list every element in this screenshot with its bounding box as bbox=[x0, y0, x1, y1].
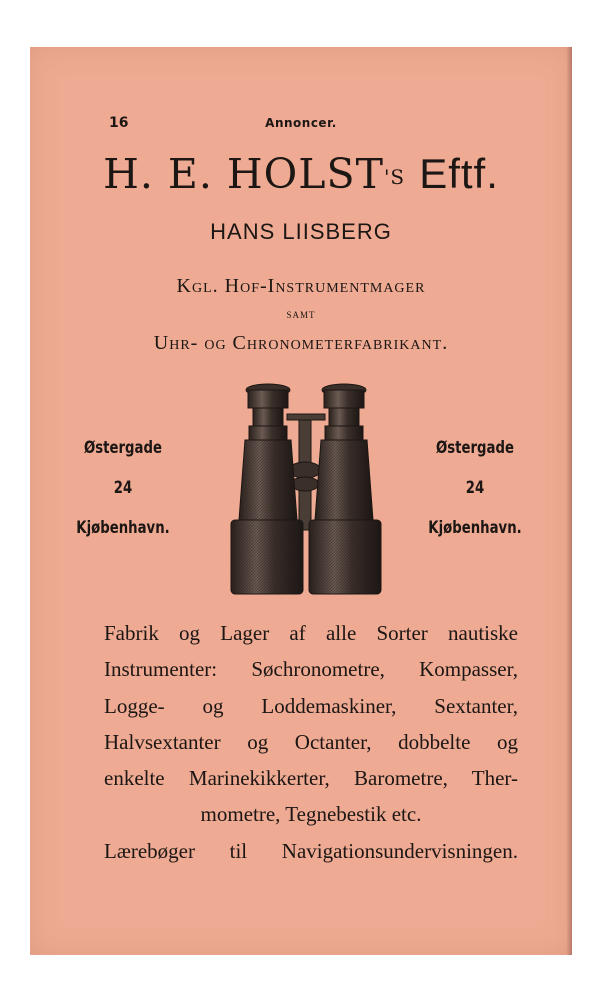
title-suffix: Eftf. bbox=[419, 150, 499, 197]
trade-line-2: Uhr- og Chronometerfabrikant. bbox=[153, 332, 449, 354]
page-number: 16 bbox=[109, 115, 129, 131]
body-line: Fabrik og Lager af alle Sorter nautiske bbox=[104, 621, 518, 645]
address-right bbox=[424, 428, 525, 548]
title-main: H. E. HOLST bbox=[103, 150, 384, 198]
advert-title bbox=[30, 150, 572, 198]
body-line: mometre, Tegnebestik etc. bbox=[200, 802, 422, 827]
title-superscript: 'S bbox=[383, 165, 406, 189]
address-left bbox=[72, 428, 173, 548]
owner-name: HANS LIISBERG bbox=[210, 219, 392, 244]
trade-line-1: Kgl. Hof-Instrumentmager bbox=[176, 275, 426, 297]
address-left-number: 24 bbox=[113, 478, 133, 498]
address-right-number: 24 bbox=[465, 478, 485, 498]
address-left-street: Østergade bbox=[84, 438, 162, 458]
binoculars-icon bbox=[215, 380, 395, 598]
address-left-city: Kjøbenhavn. bbox=[76, 518, 170, 538]
body-line: Logge- og Loddemaskiner, Sextanter, bbox=[104, 693, 518, 718]
body-line: Instrumenter: Søchronometre, Kompasser, bbox=[104, 657, 518, 682]
running-header: Annoncer. bbox=[265, 116, 337, 130]
book-page bbox=[30, 47, 572, 955]
address-right-city: Kjøbenhavn. bbox=[428, 518, 522, 538]
advert-body bbox=[104, 615, 518, 869]
body-line: Halvsextanter og Octanter, dobbelte og bbox=[104, 729, 518, 754]
body-line: Lærebøger til Navigationsundervisningen. bbox=[104, 838, 518, 863]
body-line: enkelte Marinekikkerter, Barometre, Ther- bbox=[104, 766, 518, 791]
address-right-street: Østergade bbox=[436, 438, 514, 458]
samt-label: SAMT bbox=[286, 310, 316, 320]
